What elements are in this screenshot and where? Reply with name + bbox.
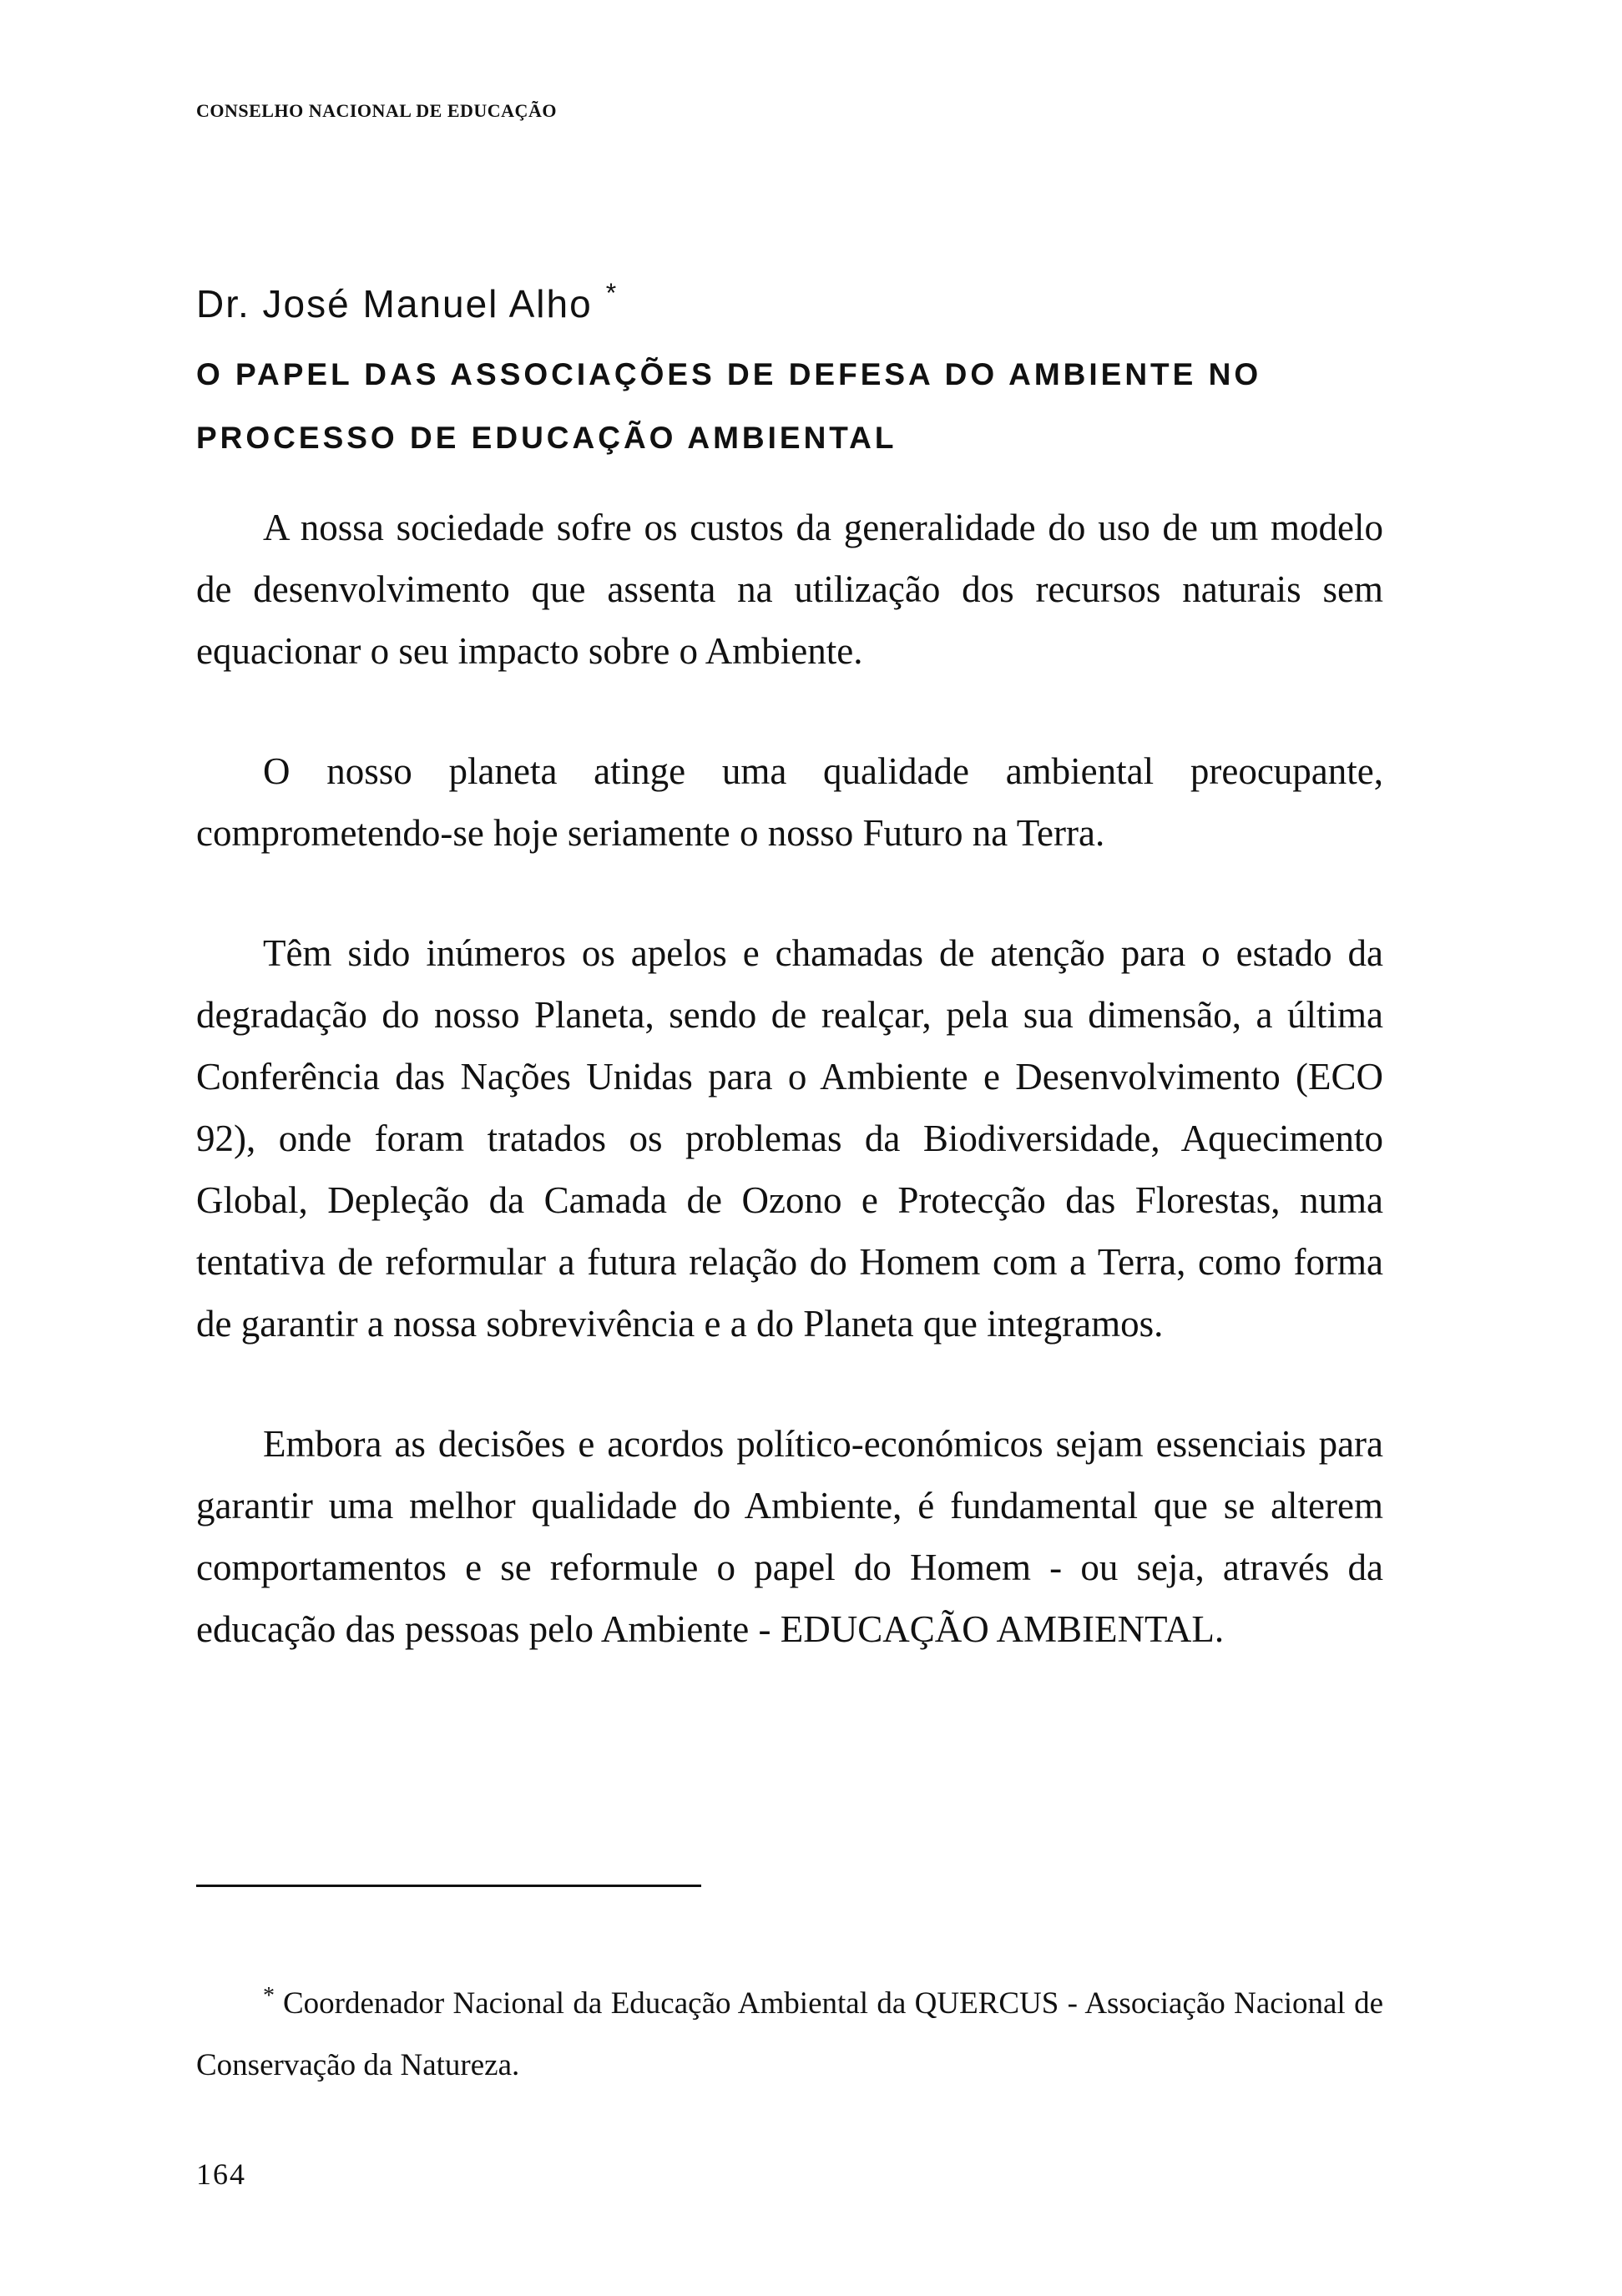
article-body (196, 497, 1383, 1718)
footnote-text: Coordenador Nacional da Educação Ambiental da QUERCUS - Associação Nacional de Conservação da Natureza. (196, 1986, 1383, 2082)
body-paragraph: Têm sido inúmeros os apelos e chamadas de atenção para o estado da degradação do nosso Planeta, sendo de realçar, pela sua dimensão, a última Conferência das Nações Unidas para o Ambiente e Desenvolvimento (ECO 92), onde foram tratados os problemas da Biodiversidade, Aquecimento Global, Depleção da Camada de Ozono e Protecção das Florestas, numa tentativa de reformular a futura relação do Homem com a Terra, como forma de garantir a nossa sobrevivência e a do Planeta que integramos. (196, 932, 1383, 1345)
article-heading (196, 265, 1382, 470)
body-paragraph: O nosso planeta atinge uma qualidade ambiental preocupante, comprometendo-se hoje seriamente o nosso Futuro na Terra. (196, 750, 1383, 854)
footnote-separator (196, 1885, 701, 1887)
body-paragraph: A nossa sociedade sofre os custos da generalidade do uso de um modelo de desenvolvimento que assenta na utilização dos recursos naturais sem equacionar o seu impacto sobre o Ambiente. (196, 507, 1383, 672)
body-paragraph: Embora as decisões e acordos político-económicos sejam essenciais para garantir uma melhor qualidade do Ambiente, é fundamental que se alterem comportamentos e se reformule o papel do Homem - ou seja, através da educação das pessoas pelo Ambiente - EDUCAÇÃO AMBIENTAL. (196, 1423, 1383, 1650)
author-name: Dr. José Manuel Alho (196, 282, 593, 325)
author-footnote-marker: * (605, 278, 619, 308)
article-title-line-1: O PAPEL DAS ASSOCIAÇÕES DE DEFESA DO AMBIENTE NO (196, 357, 1262, 391)
article-title-line-2: PROCESSO DE EDUCAÇÃO AMBIENTAL (196, 421, 897, 455)
page-number: 164 (196, 2157, 246, 2191)
article-title (196, 343, 1382, 470)
footnote-marker: * (263, 1983, 275, 2009)
footnote (196, 1965, 1383, 2097)
author-line (196, 265, 1382, 331)
running-header: CONSELHO NACIONAL DE EDUCAÇÃO (196, 100, 557, 121)
